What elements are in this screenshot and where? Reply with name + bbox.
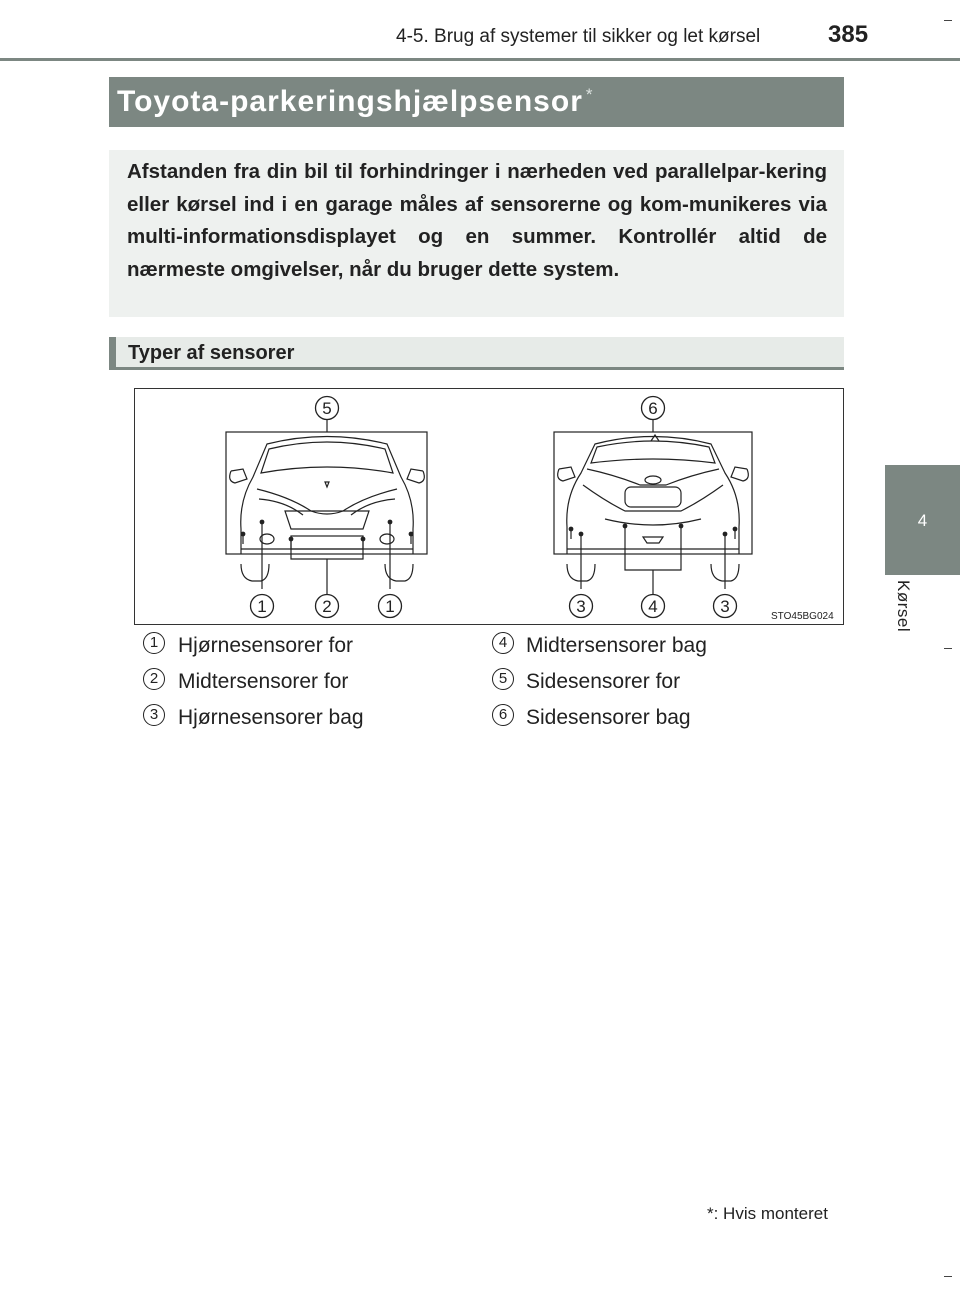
- legend-number: 1: [143, 632, 165, 654]
- title-bar: [109, 77, 844, 127]
- section-heading-text: Typer af sensorer: [128, 342, 295, 364]
- legend-label: Sidesensorer bag: [526, 706, 691, 729]
- section-heading: [109, 337, 844, 370]
- header-rule: [0, 58, 960, 61]
- sensor-diagram: [134, 388, 844, 625]
- figure-code: STO45BG024: [771, 611, 834, 622]
- crop-mark: [944, 20, 952, 21]
- crop-mark: [944, 648, 952, 649]
- chapter-tab: [885, 465, 960, 575]
- rear-car-illustration: [554, 432, 752, 581]
- legend-number: 6: [492, 704, 514, 726]
- chapter-number: 4: [917, 511, 928, 530]
- page-number: 385: [828, 21, 869, 48]
- callout-rear-right: 3: [720, 597, 730, 616]
- callout-front-right: 1: [385, 597, 395, 616]
- legend-label: Sidesensorer for: [526, 670, 681, 693]
- legend-number: 5: [492, 668, 514, 690]
- footnote: *: Hvis monteret: [707, 1204, 828, 1223]
- callout-rear-left: 3: [576, 597, 586, 616]
- sensor-diagram-drawing: [135, 389, 845, 626]
- page-title-text: Toyota-parkeringshjælpsensor: [117, 85, 583, 118]
- legend-label: Hjørnesensorer bag: [178, 706, 364, 729]
- legend-label: Midtersensorer bag: [526, 634, 707, 657]
- intro-box: [109, 150, 844, 317]
- legend-number: 3: [143, 704, 165, 726]
- title-footnote-mark: *: [585, 85, 594, 104]
- running-header: 4-5. Brug af systemer til sikker og let kørsel: [396, 26, 761, 47]
- callout-6: 6: [648, 399, 658, 418]
- crop-mark: [944, 1276, 952, 1277]
- callout-5: 5: [322, 399, 332, 418]
- chapter-label: Kørsel: [894, 580, 913, 633]
- legend-number: 2: [143, 668, 165, 690]
- callout-rear-center: 4: [648, 597, 658, 616]
- legend-label: Hjørnesensorer for: [178, 634, 354, 657]
- legend-label: Midtersensorer for: [178, 670, 349, 693]
- intro-text: Afstanden fra din bil til forhindringer i nærheden ved parallelpar-kering eller kørsel ind i en garage måles af sensorerne og kom-munikeres via multi-informationsdisplayet og en summer. Kontrollér altid de nærmeste omgivelser, når du bruger dette system.: [127, 160, 827, 281]
- page-title: [117, 85, 594, 119]
- callout-front-center: 2: [322, 597, 332, 616]
- callout-front-left: 1: [257, 597, 267, 616]
- legend-number: 4: [492, 632, 514, 654]
